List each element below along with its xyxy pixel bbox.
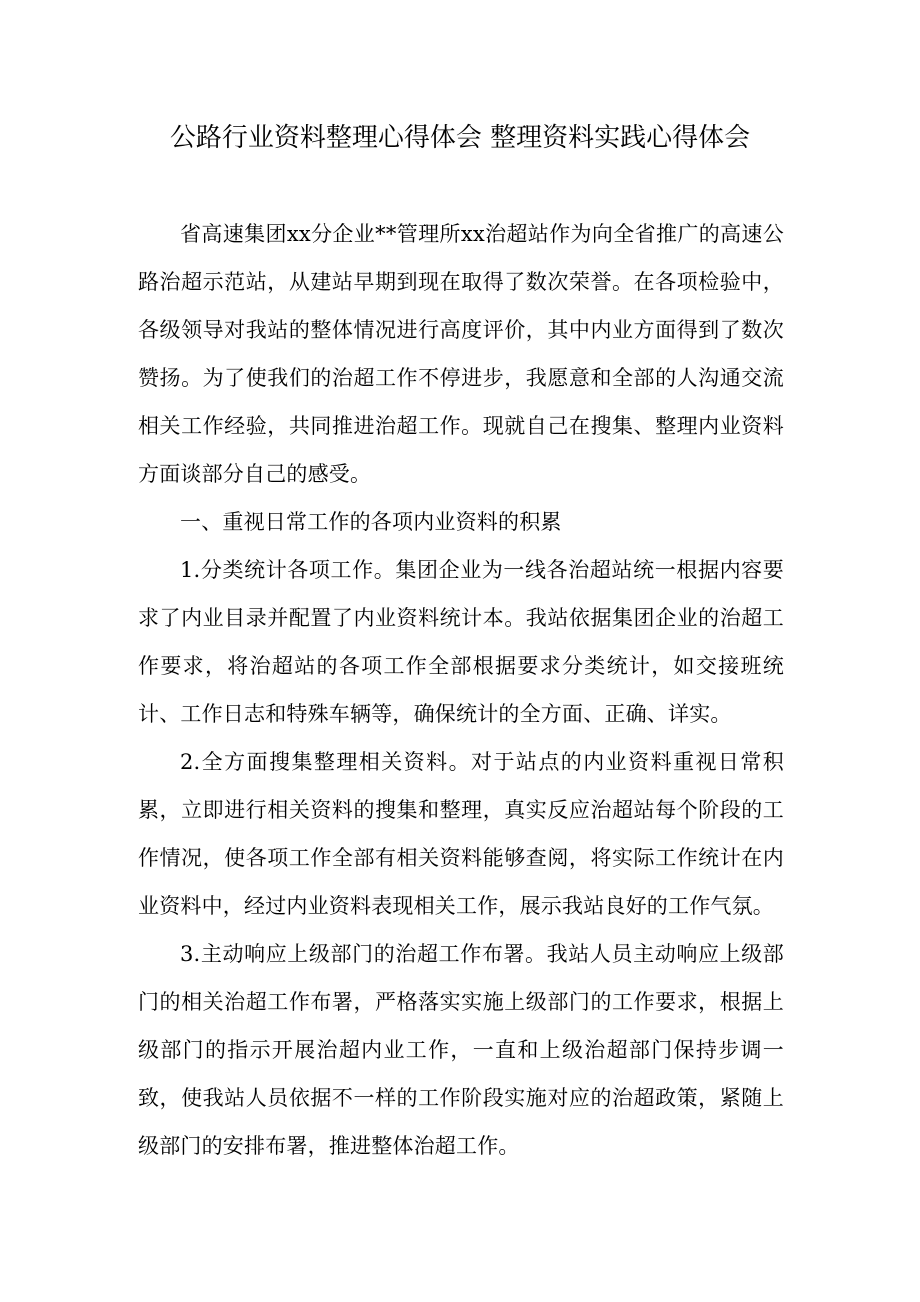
paragraph-item-2: 2.全方面搜集整理相关资料。对于站点的内业资料重视日常积累，立即进行相关资料的搜集和整理，真实反应治超站每个阶段的工作情况，使各项工作全部有相关资料能够查阅，将实际工作统计在内业资料中，经过内业资料表现相关工作，展示我站良好的工作气氛。 bbox=[138, 750, 784, 918]
document-body bbox=[138, 210, 784, 1170]
paragraph-item-1: 1.分类统计各项工作。集团企业为一线各治超站统一根据内容要求了内业目录并配置了内业资料统计本。我站依据集团企业的治超工作要求，将治超站的各项工作全部根据要求分类统计，如交接班统计、工作日志和特殊车辆等，确保统计的全方面、正确、详实。 bbox=[138, 558, 784, 726]
paragraph-item-3: 3.主动响应上级部门的治超工作布署。我站人员主动响应上级部门的相关治超工作布署，严格落实实施上级部门的工作要求，根据上级部门的指示开展治超内业工作，一直和上级治超部门保持步调一致，使我站人员依据不一样的工作阶段实施对应的治超政策，紧随上级部门的安排布署，推进整体治超工作。 bbox=[138, 942, 784, 1158]
section-heading-1: 一、重视日常工作的各项内业资料的积累 bbox=[180, 510, 562, 534]
document-title: 公路行业资料整理心得体会 整理资料实践心得体会 bbox=[169, 123, 751, 153]
paragraph-intro: 省高速集团xx分企业**管理所xx治超站作为向全省推广的高速公路治超示范站，从建站早期到现在取得了数次荣誉。在各项检验中，各级领导对我站的整体情况进行高度评价，其中内业方面得到了数次赞扬。为了使我们的治超工作不停进步，我愿意和全部的人沟通交流相关工作经验，共同推进治超工作。现就自己在搜集、整理内业资料方面谈部分自己的感受。 bbox=[138, 222, 784, 486]
